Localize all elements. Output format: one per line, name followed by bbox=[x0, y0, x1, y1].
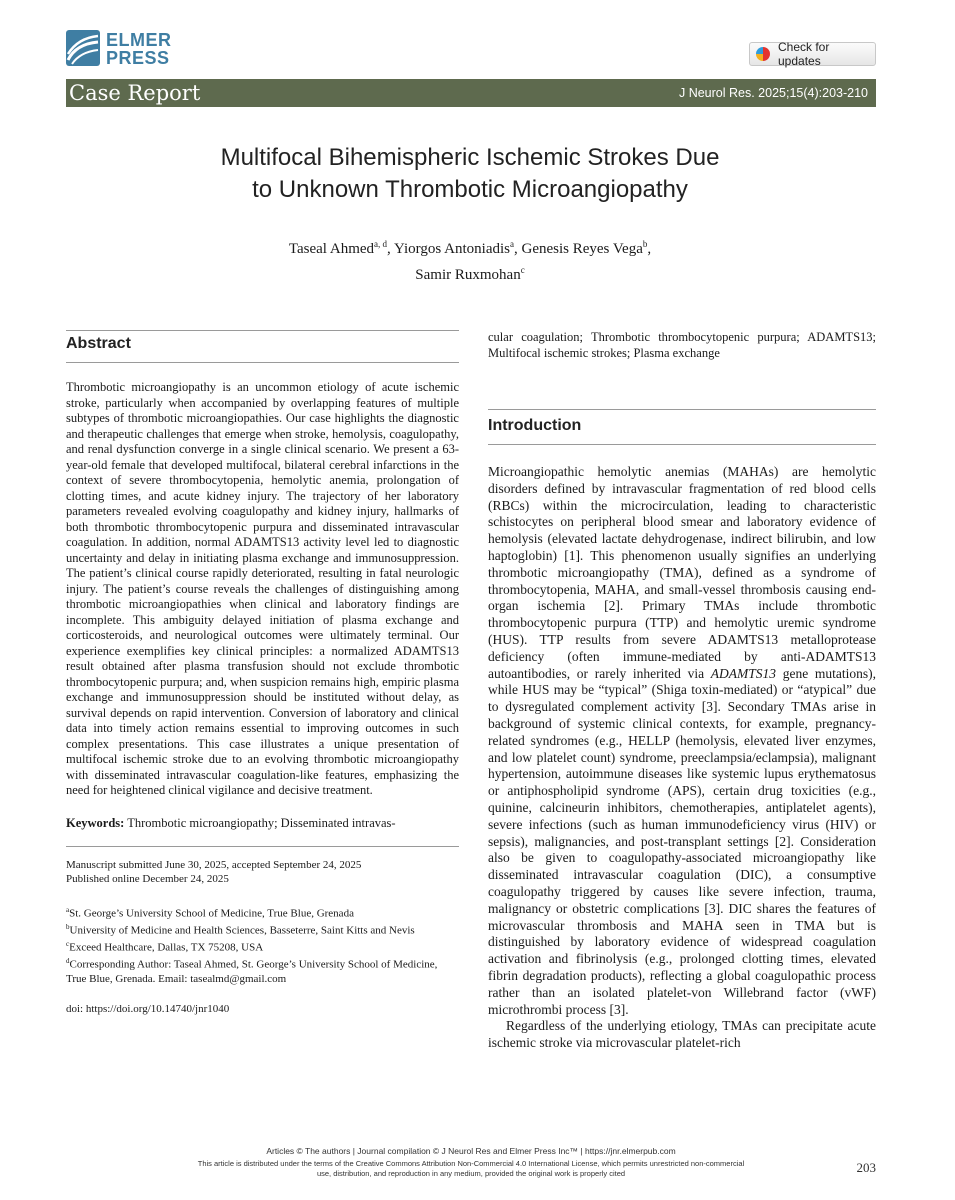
doi-link[interactable]: doi: https://doi.org/10.14740/jnr1040 bbox=[66, 1003, 230, 1016]
affiliation-mark: c bbox=[66, 940, 70, 949]
abstract-text: Thrombotic microangiopathy is an uncommon etiology of acute ischemic stroke, particularly when accompanied by overlapping features of multiple subtypes of thrombotic microangiopathies. Our case highlights the diagnostic and therapeutic challenges that emerge when stroke, hemolysis, coagulopathy, and renal dysfunction converge in a single clinical scenario. We present a 63-year-old female that developed multifocal, bilateral cerebral infarctions in the context of severe thrombocytopenia, hemolytic anemia, prolongation of clotting times, and acute kidney injury. The trajectory of her laboratory parameters revealed evolving coagulopathy and kidney injury, hallmarks of both thrombotic thrombocytopenic purpura and disseminated intravascular coagulation. In addition, normal ADAMTS13 activity level led to diagnostic uncertainty and delay in initiating plasma exchange and immunosuppression. The patient’s clinical course rapidly deteriorated, resulting in fatal neurologic injury. The patient’s course reveals the challenges of distinguishing among thrombotic microangiopathies when clinical and laboratory findings are incomplete. This ambiguity delayed initiation of plasma exchange and corticosteroids, and neurological outcomes were ultimately terminal. Our experience exemplifies key clinical principles: a normalized ADAMTS13 result obtained after plasma transfusion should not exclude thrombotic thrombocytopenic purpura; and, when suspicion remains high, empiric plasma exchange and immunosuppression should be instituted without delay, as survival depends on rapid intervention. Conversion of laboratory and clinical data into timely action remains essential to improving outcomes in such complex presentations. This case illustrates a unique presentation of multifocal ischemic stroke due to an evolving thrombotic microangiopathy with disseminated intravascular coagulation-like features, emphasizing the need for heightened clinical vigilance and decisive treatment. bbox=[66, 380, 459, 797]
affiliation-mark: a bbox=[66, 906, 70, 914]
check-for-updates-button[interactable] bbox=[749, 42, 876, 66]
introduction-paragraph-1 bbox=[488, 464, 876, 1018]
crossmark-icon bbox=[756, 47, 770, 61]
logo-line2: PRESS bbox=[106, 48, 170, 68]
manuscript-rule bbox=[66, 846, 459, 847]
author-separator: , bbox=[647, 241, 652, 257]
footer-license: This article is distributed under the terms of the Creative Commons Attribution Non-Commercial 4.0 International License, which permits unrestricted non-commercial use, distribution, and reproduction in any medium, provided the original work is properly cited bbox=[197, 1159, 745, 1178]
check-for-updates-label: Check for updates bbox=[778, 40, 830, 68]
keywords bbox=[66, 816, 459, 832]
footer-copyright: Articles © The authors | Journal compilation © J Neurol Res and Elmer Press Inc™ | https://jnr.elmerpub.com bbox=[266, 1146, 676, 1156]
affiliation bbox=[66, 955, 459, 986]
author-separator: , bbox=[387, 241, 394, 257]
keywords-label: Keywords: bbox=[66, 815, 125, 830]
author-list bbox=[150, 234, 790, 286]
intro-p1-gene-name: ADAMTS13 bbox=[710, 665, 777, 681]
intro-p1-text-cont: gene mutations), while HUS may be “typical” (Shiga toxin-mediated) or “atypical” due to dysregulated complement activity [3]. Secondary TMAs arise in background of systemic clinical contexts, for example, pregnancy-related syndromes (e.g., HELLP (hemolysis, elevated liver enzymes, and low platelet count) syndrome, preeclampsia/eclampsia), malignant hypertension, autoimmune diseases like systemic lupus erythematosus or antiphospholipid syndrome (APS), certain drug toxicities (e.g., quinine, calcineurin inhibitors, chemotherapies, antiplatelet agents), severe infections (such as human immunodeficiency virus (HIV) or sepsis), malignancies, and post-transplant settings [2]. Consideration also be given to coagulopathy-associated microangiopathy like disseminated intravascular coagulation (DIC), a consumptive coagulopathy triggered by causes like severe infection, trauma, malignancy or obstetric complications [3]. DIC shares the features of microvascular thrombosis and MAHA seen in TMA but is distinguished by laboratory evidence of widespread coagulation activation and fibrinolysis (e.g., prolonged clotting times, elevated fibrin degradation products), reflecting a global coagulopathic process rather than an isolated platelet-von Willebrand factor (vWF) microthrombi process [3]. bbox=[488, 665, 876, 1017]
author bbox=[522, 241, 652, 257]
affiliations-list bbox=[66, 904, 459, 986]
affiliation-text: St. George’s University School of Medicine, True Blue, Grenada bbox=[69, 907, 354, 920]
author bbox=[289, 241, 394, 257]
author-name: Taseal Ahmed bbox=[288, 241, 375, 257]
article-type: Case Report bbox=[69, 81, 201, 105]
introduction-top-rule bbox=[488, 409, 876, 410]
affiliation-mark: d bbox=[66, 957, 70, 966]
affiliation bbox=[66, 938, 459, 955]
page-number: 203 bbox=[856, 1160, 876, 1175]
intro-p1-text: Microangiopathic hemolytic anemias (MAHAs) are hemolytic disorders defined by intravascular fragmentation of red blood cells (RBCs) within the microcirculation, leading to characteristic schistocytes on peripheral blood smear and laboratory evidence of hemolysis (elevated lactate dehydrogenase, indirect bilirubin, and low haptoglobin) [1]. This phenomenon usually signifies an underlying thrombotic microangiopathy (TMA), defined as a syndrome of thrombocytopenia, MAHA, and small-vessel thrombosis causing end-organ ischemia [2]. Primary TMAs include thrombotic thrombocytopenic purpura (TTP) and hemolytic uremic syndrome (HUS). TTP results from severe ADAMTS13 metalloprotease deficiency (often immune-mediated by anti-ADAMTS13 autoantibodies, or rarely inherited via bbox=[488, 464, 876, 681]
logo-text bbox=[106, 31, 172, 67]
author-separator: , bbox=[514, 241, 522, 257]
introduction-heading-rule bbox=[488, 444, 876, 445]
abstract-top-rule bbox=[66, 330, 459, 331]
abstract-heading-rule bbox=[66, 362, 459, 363]
page-footer bbox=[66, 1146, 876, 1179]
right-column bbox=[488, 330, 876, 1052]
affiliation-text: University of Medicine and Health Sciences, Basseterre, Saint Kitts and Nevis bbox=[69, 924, 415, 937]
logo-wave-icon bbox=[66, 30, 100, 66]
manuscript-submitted: Manuscript submitted June 30, 2025, accepted September 24, 2025 bbox=[66, 859, 362, 871]
author-name: Genesis Reyes Vega bbox=[521, 241, 643, 257]
logo-line1: ELMER bbox=[106, 30, 172, 50]
introduction-heading: Introduction bbox=[488, 417, 582, 434]
article-type-banner bbox=[66, 79, 876, 107]
title-line1: Multifocal Bihemispheric Ischemic Strokes Due bbox=[220, 144, 720, 171]
abstract-heading: Abstract bbox=[66, 335, 131, 352]
manuscript-published: Published online December 24, 2025 bbox=[66, 872, 229, 885]
author bbox=[415, 267, 524, 283]
keywords-text-right: cular coagulation; Thrombotic thrombocytopenic purpura; ADAMTS13; Multifocal ischemic strokes; Plasma exchange bbox=[488, 330, 876, 360]
title-line2: to Unknown Thrombotic Microangiopathy bbox=[252, 176, 688, 203]
affiliation-text: Exceed Healthcare, Dallas, TX 75208, USA bbox=[69, 941, 264, 954]
keywords-text-left: Thrombotic microangiopathy; Disseminated intravas- bbox=[127, 815, 396, 830]
author-affiliation-mark: b bbox=[642, 239, 648, 249]
journal-citation: J Neurol Res. 2025;15(4):203-210 bbox=[678, 86, 868, 100]
author bbox=[394, 241, 522, 257]
affiliation bbox=[66, 921, 459, 938]
article-title bbox=[100, 142, 840, 206]
author-affiliation-mark: a bbox=[510, 239, 514, 249]
author-affiliation-mark: a, d bbox=[374, 239, 388, 249]
affiliation-text: Corresponding Author: Taseal Ahmed, St. George’s University School of Medicine, True Blue, Grenada. Email: tasealmd@gmail.com bbox=[66, 959, 438, 985]
author-name: Samir Ruxmohan bbox=[415, 267, 521, 283]
introduction-paragraph-2: Regardless of the underlying etiology, TMAs can precipitate acute ischemic stroke via microvascular platelet-rich bbox=[488, 1018, 876, 1051]
author-name: Yiorgos Antoniadis bbox=[394, 241, 510, 257]
author-affiliation-mark: c bbox=[520, 265, 525, 275]
elmer-press-logo[interactable] bbox=[66, 30, 176, 72]
affiliation-mark: b bbox=[66, 923, 70, 932]
left-column bbox=[66, 330, 459, 1017]
affiliation bbox=[66, 904, 459, 921]
